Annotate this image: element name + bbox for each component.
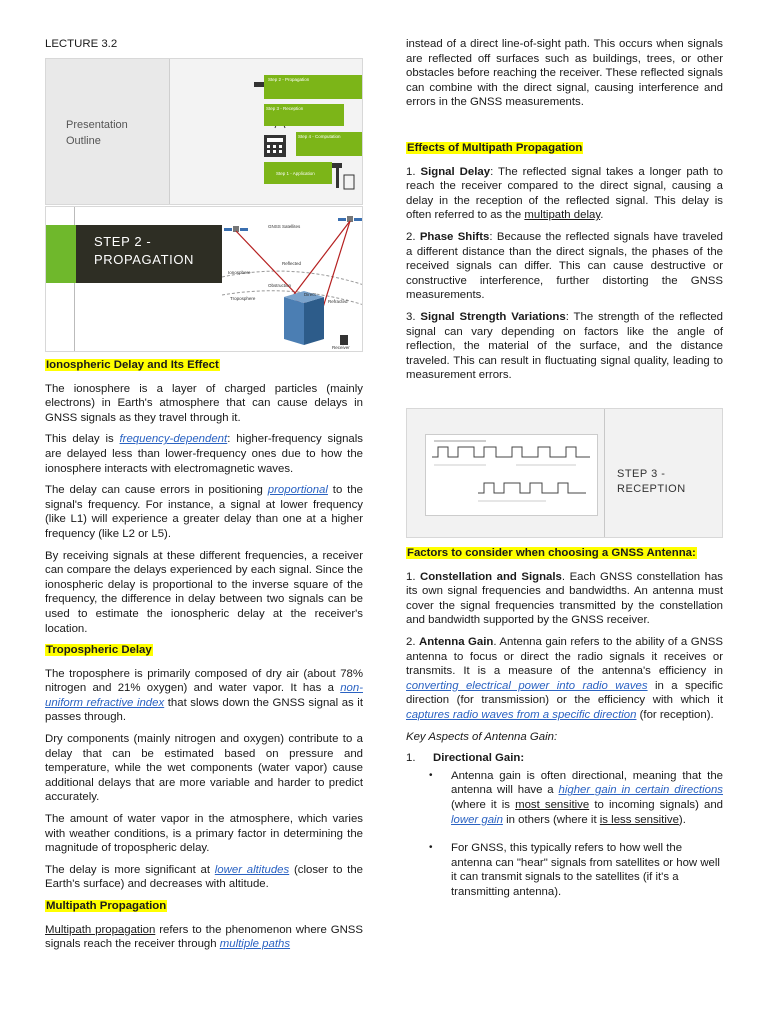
text: This delay is xyxy=(45,433,120,446)
slide-step2-propagation xyxy=(45,206,363,352)
factor-2 xyxy=(406,635,723,723)
paragraph-tropo-4 xyxy=(45,863,363,892)
paragraph-iono-1: The ionosphere is a layer of charged particles (mainly electrons) in Earth's atmosphere that can cause delays in GNSS signals as they travel through it. xyxy=(45,382,363,424)
factor-1-title: Constellation and Signals xyxy=(420,570,562,583)
link-higher-gain[interactable]: higher gain in certain directions xyxy=(558,784,723,797)
right-column-bottom xyxy=(406,546,723,906)
bullet-item-1 xyxy=(429,769,723,827)
underlined-term: most sensitive xyxy=(515,798,590,811)
link-converting-power[interactable]: converting electrical power into radio waves xyxy=(406,679,648,692)
underlined-term: is less sensitive xyxy=(599,813,679,826)
effect-3 xyxy=(406,310,723,383)
effect-2-title: Phase Shifts xyxy=(419,230,490,243)
bullet-item-2 xyxy=(429,841,723,899)
outline-title-line2: Outline xyxy=(66,135,101,147)
key-aspects-label: Key Aspects of Antenna Gain: xyxy=(406,730,558,743)
step2-title xyxy=(94,233,194,269)
key-aspect-1 xyxy=(406,751,723,766)
text: : higher-frequency signals are delayed less than lower-frequency ones due to how the ionosphere interacts with electromagnetic waves. xyxy=(45,433,363,475)
receiver-device-icon xyxy=(340,335,348,345)
paragraph-iono-3 xyxy=(45,483,363,541)
label-receiver: Receiver xyxy=(332,345,350,350)
text: 1. xyxy=(406,570,420,583)
underlined-term: Multipath propagation xyxy=(45,923,156,936)
text: : The reflected signal takes a longer path to reach the receiver compared to the direct signal, causing a delay in the reception of the reflected signal. This delay is often referred to as the xyxy=(406,165,723,222)
heading-tropospheric-delay: Tropospheric Delay xyxy=(46,644,152,657)
text: refers to the phenomenon where GNSS signals reach the receiver through xyxy=(45,923,363,951)
heading-factors-antenna: Factors to consider when choosing a GNSS Antenna: xyxy=(407,547,696,559)
slide-step3-reception xyxy=(406,408,723,538)
link-frequency-dependent[interactable]: frequency-dependent xyxy=(119,433,228,446)
bullet-2-text: For GNSS, this typically refers to how well the antenna can "hear" signals from satellites or how well it can transmit signals to the satellites (if it's a transmitting antenna). xyxy=(451,842,720,898)
text: 2. xyxy=(406,635,419,648)
step3-title-line2: RECEPTION xyxy=(617,483,686,495)
receiver-icon xyxy=(332,163,354,189)
link-refractive-index[interactable]: non- uniform refractive index xyxy=(45,682,363,709)
paragraph-tropo-3: The amount of water vapor in the atmosphere, which varies with weather conditions, is a primary factor in determining the magnitude of tropospheric delay. xyxy=(45,813,363,855)
heading-effects-multipath: Effects of Multipath Propagation xyxy=(407,141,583,154)
slide-divider xyxy=(604,409,605,538)
text: . Antenna gain refers to the ability of a GNSS antenna to focus or direct the radio signals it receives or transmits. It is a measure of the antenna's efficiency in xyxy=(406,635,723,678)
signal-waveform-panel xyxy=(425,434,598,516)
step2-title-line2: PROPAGATION xyxy=(94,252,195,267)
link-lower-altitudes[interactable]: lower altitudes xyxy=(214,863,290,876)
effect-3-title: Signal Strength Variations xyxy=(420,310,566,323)
paragraph-multipath-2: instead of a direct line-of-sight path. This occurs when signals are reflected off surfaces such as buildings, trees, or other obstacles before reaching the receiver. These reflected signals can combine with the direct signal, causing interference and errors in the GNSS measurements. xyxy=(406,38,723,109)
link-proportional[interactable]: proportional xyxy=(267,484,328,497)
outline-diagram xyxy=(170,59,363,205)
list-number: 1. xyxy=(406,752,416,765)
text: The delay can cause errors in positioning xyxy=(45,484,268,497)
underlined-term: multipath delay xyxy=(524,209,601,222)
slide-accent-bar xyxy=(46,225,76,283)
slide-presentation-outline xyxy=(45,58,363,205)
text: (for reception). xyxy=(636,708,714,721)
label-direct: Direct xyxy=(304,292,316,297)
waveform-diagram xyxy=(426,435,597,515)
effect-2 xyxy=(406,230,723,303)
step3-text: Step 3 - Reception xyxy=(266,106,304,111)
right-column-top xyxy=(406,37,723,390)
label-troposphere: Troposphere xyxy=(230,296,256,301)
lecture-label: LECTURE 3.2 xyxy=(45,38,118,50)
text: in others (where it xyxy=(502,813,600,826)
bullet-icon: • xyxy=(429,769,433,781)
label-gnss-satellites: GNSS Satellites xyxy=(268,224,301,229)
text: : The strength of the reflected signal can vary depending on factors like the angle of reflection, the material of the surface, and the distance traveled. This can result in fluctuating signal quality, leading to measurement errors. xyxy=(406,310,723,382)
propagation-diagram xyxy=(222,207,363,352)
text: in a specific direction (for transmission) or the efficiency with which it xyxy=(406,679,723,707)
text: Antenna gain is often directional, meaning that the antenna will have a xyxy=(451,769,723,797)
paragraph-multipath-1 xyxy=(45,923,363,952)
step3-title-line1: STEP 3 - xyxy=(617,468,666,480)
heading-multipath: Multipath Propagation xyxy=(46,900,167,912)
text: (closer to the Earth's surface) and decreases with altitude. xyxy=(45,863,364,891)
factor-1 xyxy=(406,570,723,628)
text: 2. xyxy=(406,230,420,243)
text: The delay is more significant at xyxy=(45,863,215,876)
text: The troposphere is primarily composed of dry air (about 78% nitrogen and 21% oxygen) and water vapor. It has a xyxy=(45,667,363,695)
outline-title-line1: Presentation xyxy=(66,119,128,131)
text: ). xyxy=(678,813,686,826)
text: : Because the reflected signals have traveled a different distance than the direct signals, the phases of the received signals can differ. This can cause destructive or constructive interference, further distorting the GNSS measurements. xyxy=(406,230,723,302)
paragraph-iono-4: By receiving signals at these different frequencies, a receiver can compare the delays experienced by each signal. Since the ionospheric delay is proportional to the inverse square of the frequency, the difference in delay between two signals can be used to estimate the ionospheric delay at the receiver's location. xyxy=(45,549,363,635)
paragraph-tropo-2: Dry components (mainly nitrogen and oxygen) contribute to a delay that can be estimated based on pressure and temperature, while the wet components (water vapor) cause additional delays that are more variable and harder to predict accurately. xyxy=(45,733,363,804)
link-lower-gain[interactable]: lower gain xyxy=(451,813,503,826)
text: that slows down the GNSS signal as it passes through. xyxy=(45,696,363,724)
calculator-icon xyxy=(264,135,286,157)
label-ionosphere: Ionosphere xyxy=(228,270,251,275)
label-obstruction: Obstruction xyxy=(268,283,292,288)
key-aspect-1-title: Directional Gain: xyxy=(433,752,525,765)
heading-ionospheric-delay: Ionospheric Delay and Its Effect xyxy=(46,359,219,371)
reflected-signal xyxy=(292,221,350,297)
paragraph-iono-2 xyxy=(45,432,363,476)
building-icon xyxy=(284,291,324,345)
text: to the signal's frequency. For instance, a signal at lower frequency (like L1) will experience a greater delay than one at a higher frequency (like L2 or L5). xyxy=(45,484,364,540)
left-column xyxy=(45,358,363,959)
paragraph-tropo-1 xyxy=(45,667,363,725)
bullet-1-text xyxy=(451,769,723,827)
effect-1 xyxy=(406,165,723,223)
bullet-icon: • xyxy=(429,842,433,854)
effect-1-title: Signal Delay xyxy=(420,165,491,178)
step2-text: Step 2 - Propagation xyxy=(268,77,310,82)
link-captures-radio-waves[interactable]: captures radio waves from a specific direction xyxy=(406,708,637,721)
step3-title xyxy=(617,467,686,497)
label-refracted: Refracted xyxy=(328,299,348,304)
slide-outline-title xyxy=(66,117,128,149)
text: 1. xyxy=(406,165,421,178)
step1-text: Step 1 - Application xyxy=(276,171,315,176)
text: . Each GNSS constellation has its own signal frequencies and bandwidths. An antenna must cover the signal frequencies transmitted by the constellation and bandwidth supported by the GNSS receiver. xyxy=(406,570,723,627)
text: to incoming signals) and xyxy=(589,798,724,811)
label-reflected: Reflected xyxy=(282,261,302,266)
text: (where it is xyxy=(451,798,516,811)
text: . xyxy=(600,209,604,222)
step2-title-line1: STEP 2 - xyxy=(94,234,152,249)
text: 3. xyxy=(406,310,421,323)
step4-text: Step 4 - Computation xyxy=(298,134,341,139)
link-multiple-paths[interactable]: multiple paths xyxy=(219,938,291,951)
factor-2-title: Antenna Gain xyxy=(419,635,494,648)
